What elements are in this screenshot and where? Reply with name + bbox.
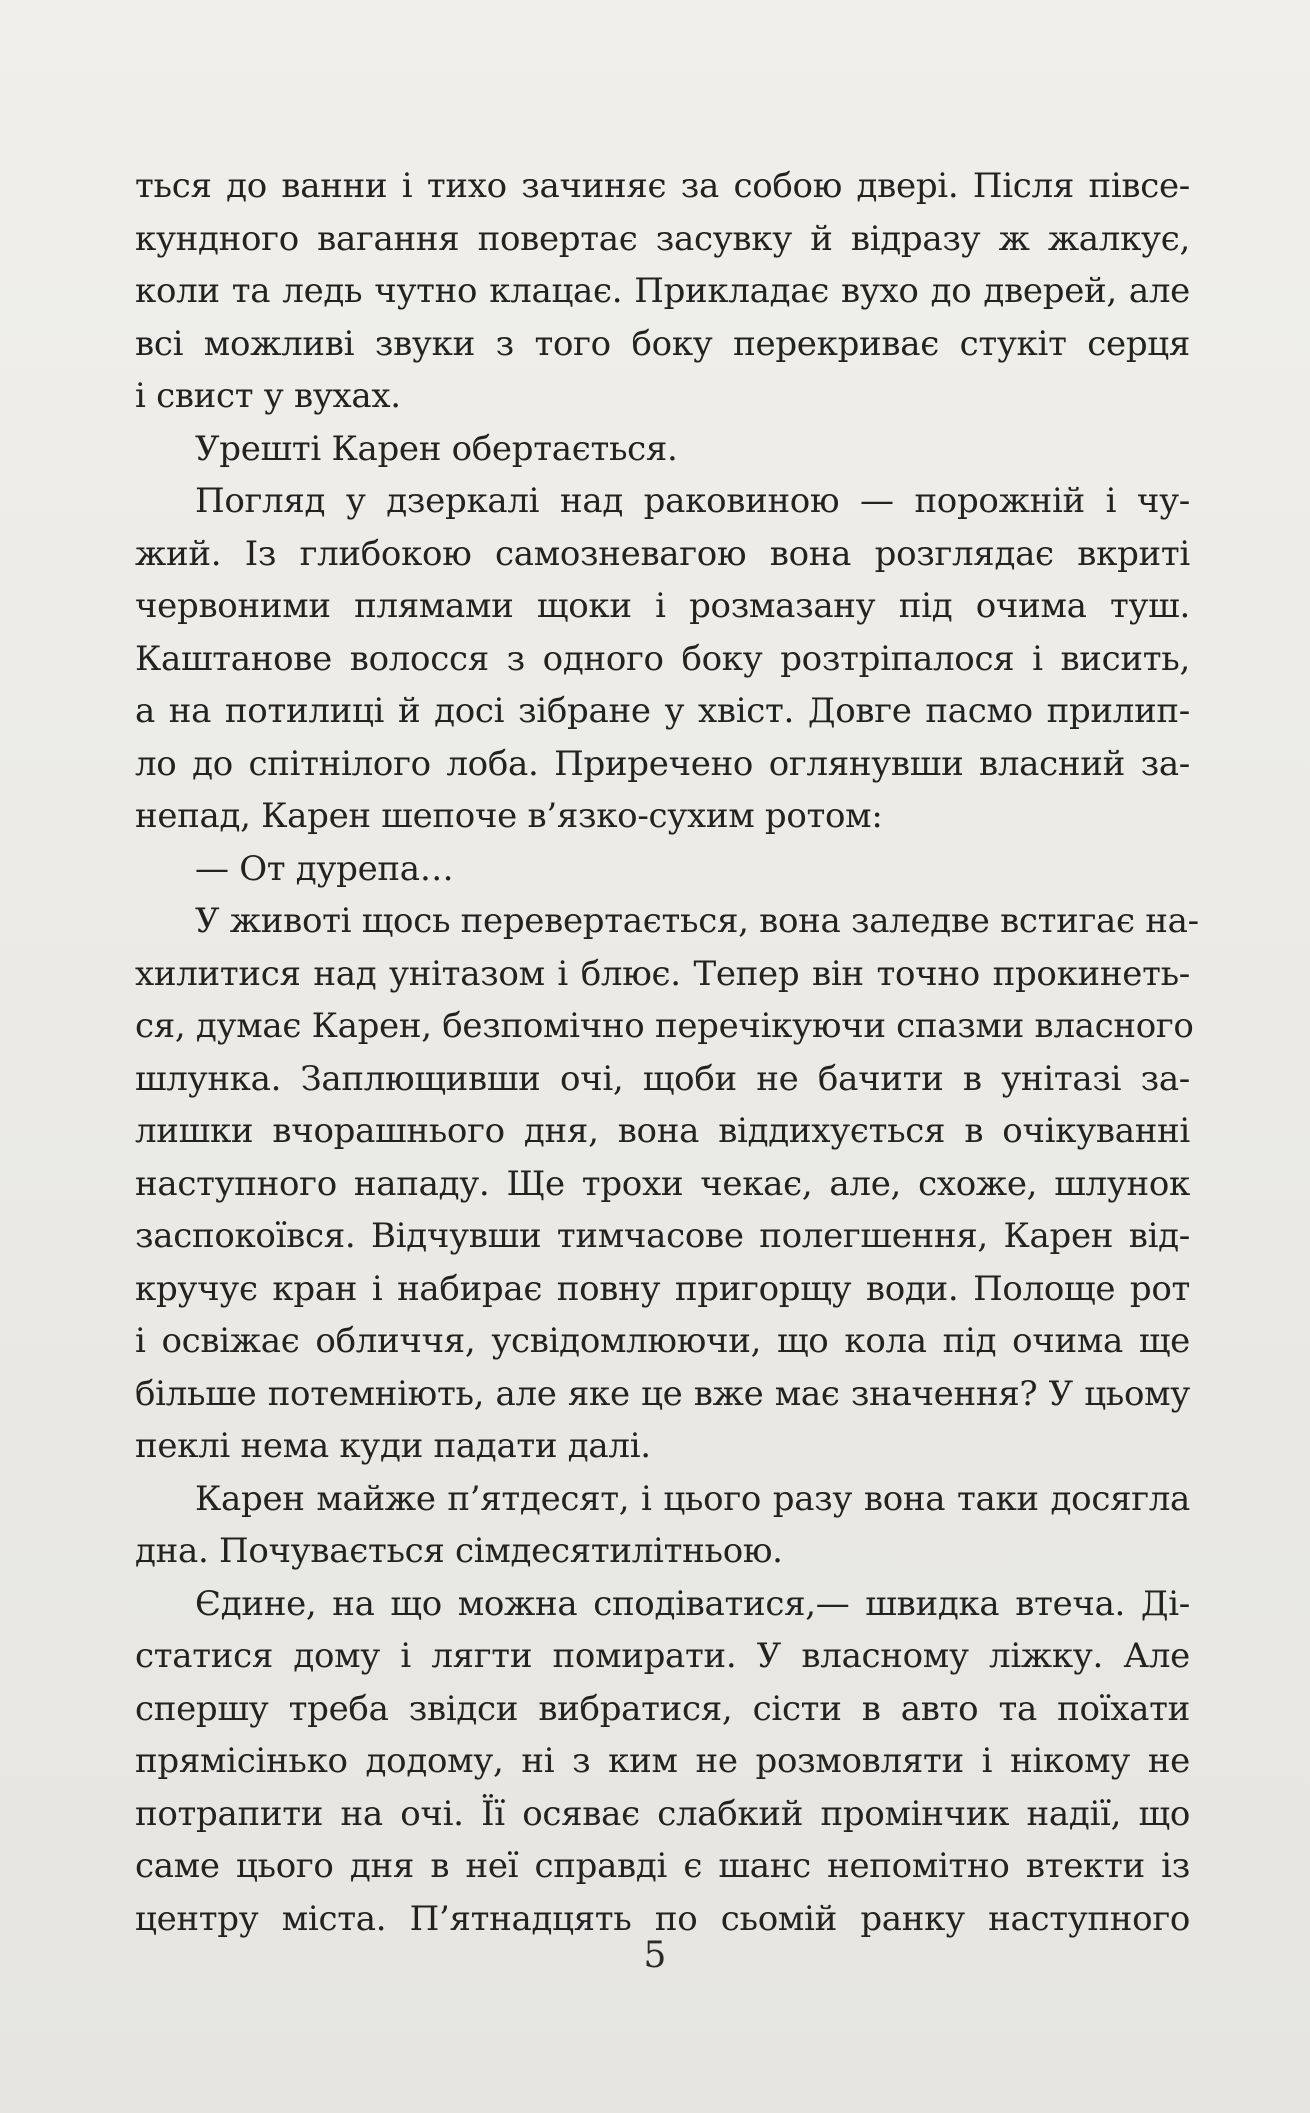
text-line: жий. Із глибокою самозневагою вона розглядає вкриті <box>135 533 1190 574</box>
text-line: непад, Карен шепоче в’язко-сухим ротом: <box>135 796 883 836</box>
page-number: 5 <box>643 1935 667 1976</box>
text-line: — От дурепа… <box>195 848 454 889</box>
text-line: кручує кран і набирає повну пригорщу води. Полоще рот <box>135 1268 1190 1309</box>
text-line: шлунка. Заплющивши очі, щоби не бачити в унітазі за- <box>135 1058 1190 1099</box>
text-line: Погляд у дзеркалі над раковиною — порожній і чу- <box>195 481 1190 521</box>
text-line: статися дому і лягти помирати. У власному ліжку. Але <box>135 1636 1190 1676</box>
text-line: прямісінько додому, ні з ким не розмовляти і нікому не <box>135 1741 1190 1781</box>
body-text <box>135 160 1199 1945</box>
text-line: всі можливі звуки з того боку перекриває стукіт серця <box>135 323 1190 364</box>
text-line: У животі щось перевертається, вона заледве встигає на- <box>195 901 1199 941</box>
text-line: спершу треба звідси вибратися, сісти в авто та поїхати <box>135 1688 1190 1729</box>
text-line: наступного нападу. Ще трохи чекає, але, схоже, шлунок <box>135 1163 1190 1204</box>
text-line: дна. Почувається сімдесятилітньою. <box>135 1531 783 1571</box>
text-line: лишки вчорашнього дня, вона віддихується в очікуванні <box>135 1111 1190 1151</box>
text-line: саме цього дня в неї справді є шанс непомітно втекти із <box>135 1846 1190 1886</box>
text-line: пеклі нема куди падати далі. <box>135 1426 651 1466</box>
text-line: і освіжає обличчя, усвідомлюючи, що кола під очима ще <box>135 1321 1190 1361</box>
text-line: хилитися над унітазом і блює. Тепер він точно прокинеть- <box>135 953 1190 994</box>
text-line: більше потемніють, але яке це вже має значення? У цьому <box>135 1373 1190 1414</box>
text-line: ться до ванни і тихо зачиняє за собою двері. Після півсе- <box>135 166 1190 206</box>
text-line: Урешті Карен обертається. <box>195 428 678 469</box>
text-line: коли та ледь чутно клацає. Прикладає вухо до дверей, але <box>135 271 1190 311</box>
text-line: потрапити на очі. Її осяває слабкий промінчик надії, що <box>135 1793 1190 1834</box>
text-line: Каштанове волосся з одного боку розтріпалося і висить, <box>135 638 1190 679</box>
text-line: заспокоївся. Відчувши тимчасове полегшення, Карен від- <box>135 1216 1190 1256</box>
text-line: червоними плямами щоки і розмазану під очима туш. <box>135 586 1190 626</box>
text-line: Єдине, на що можна сподіватися,— швидка втеча. Ді- <box>195 1583 1190 1624</box>
text-line: ся, думає Карен, безпомічно перечікуючи спазми власного <box>135 1006 1194 1046</box>
text-line: ло до спітнілого лоба. Приречено оглянувши власний за- <box>135 743 1190 784</box>
text-line: Карен майже п’ятдесят, і цього разу вона таки досягла <box>195 1478 1190 1519</box>
text-line: кундного вагання повертає засувку й відразу ж жалкує, <box>135 218 1190 259</box>
text-line: а на потилиці й досі зібране у хвіст. Довге пасмо прилип- <box>135 691 1190 731</box>
text-line: центру міста. П’ятнадцять по сьомій ранку наступного <box>135 1898 1190 1939</box>
text-line: і свист у вухах. <box>135 376 401 416</box>
